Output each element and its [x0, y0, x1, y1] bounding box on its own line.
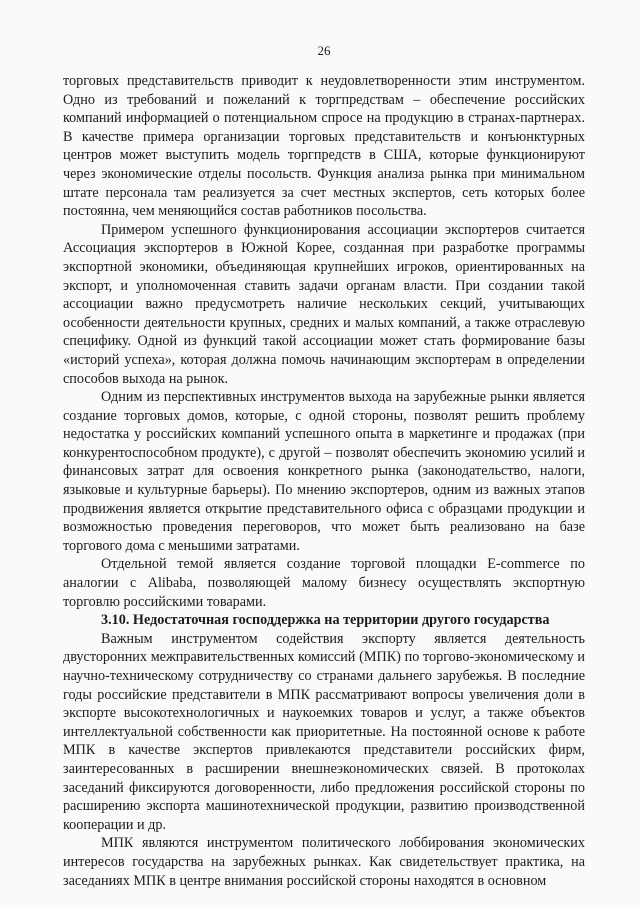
paragraph: Отдельной темой является создание торговой площадки E-commerce по аналогии с Alibaba, позволяющей малому бизнесу осуществлять экспортную торговлю российскими товарами.: [63, 556, 585, 610]
paragraph: Одним из перспективных инструментов выхода на зарубежные рынки является создание торговых домов, которые, с одной стороны, позволят решить проблему недостатка у российских компаний успешного опыта в маркетинге и продажах (при конкурентоспособном продукте), с другой – позволят обеспечить экономию усилий и финансовых затрат для освоения конкретного рынка (законодательство, налоги, языковые и культурные барьеры). По мнению экспортеров, одним из важных этапов продвижения является открытие представительного офиса с образцами продукции и возможностью проведения переговоров, что может быть реализовано на базе торгового дома с меньшими затратами.: [63, 389, 585, 554]
paragraph: МПК являются инструментом политического лоббирования экономических интересов государства на зарубежных рынках. Как свидетельствует практика, на заседаниях МПК в центре внимания российской стороны находятся в основном: [63, 835, 585, 889]
paragraph: торговых представительств приводит к неудовлетворенности этим инструментом. Одно из требований и пожеланий к торгпредствам – обеспечение российских компаний информацией о потенциальном спросе на продукцию в странах-партнерах. В качестве примера организации торговых представительств и конъюнктурных центров может выступить модель торгпредств в США, которые функционируют через экономические отделы посольств. Функция анализа рынка при минимальном штате персонала там реализуется за счет местных экспертов, сеть которых более постоянна, чем меняющийся состав работников посольства.: [63, 73, 585, 220]
page-number: 26: [317, 43, 331, 58]
section-heading: 3.10. Недостаточная господдержка на территории другого государства: [101, 612, 550, 629]
paragraph: Примером успешного функционирования ассоциации экспортеров считается Ассоциация экспортеров в Южной Корее, созданная при разработке программы экспортной экономики, объединяющая крупнейших игроков, ориентированных на экспорт, и уполномоченная ставить задачи органам власти. При создании такой ассоциации важно предусмотреть наличие нескольких секций, учитывающих особенности деятельности крупных, средних и малых компаний, а также отраслевую специфику. Одной из функций такой ассоциации может стать формирование базы «историй успеха», которая должна помочь начинающим экспортерам в определении способов выхода на рынок.: [63, 221, 585, 387]
body-text: [63, 72, 585, 890]
paragraph: Важным инструментом содействия экспорту является деятельность двусторонних межправительственных комиссий (МПК) по торгово-экономическому и научно-техническому сотрудничеству со странами дальнего зарубежья. В последние годы российские представители в МПК рассматривают вопросы увеличения доли в экспорте высокотехнологичных и наукоемких товаров и услуг, а также объектов интеллектуальной собственности как приоритетные. На постоянной основе к работе МПК в качестве экспертов привлекаются представители российских фирм, заинтересованных в расширении внешнеэкономических связей. В протоколах заседаний фиксируются договоренности, либо предложения российской стороны по расширению экспорта машинотехнической продукции, развитию производственной кооперации и др.: [63, 630, 585, 833]
